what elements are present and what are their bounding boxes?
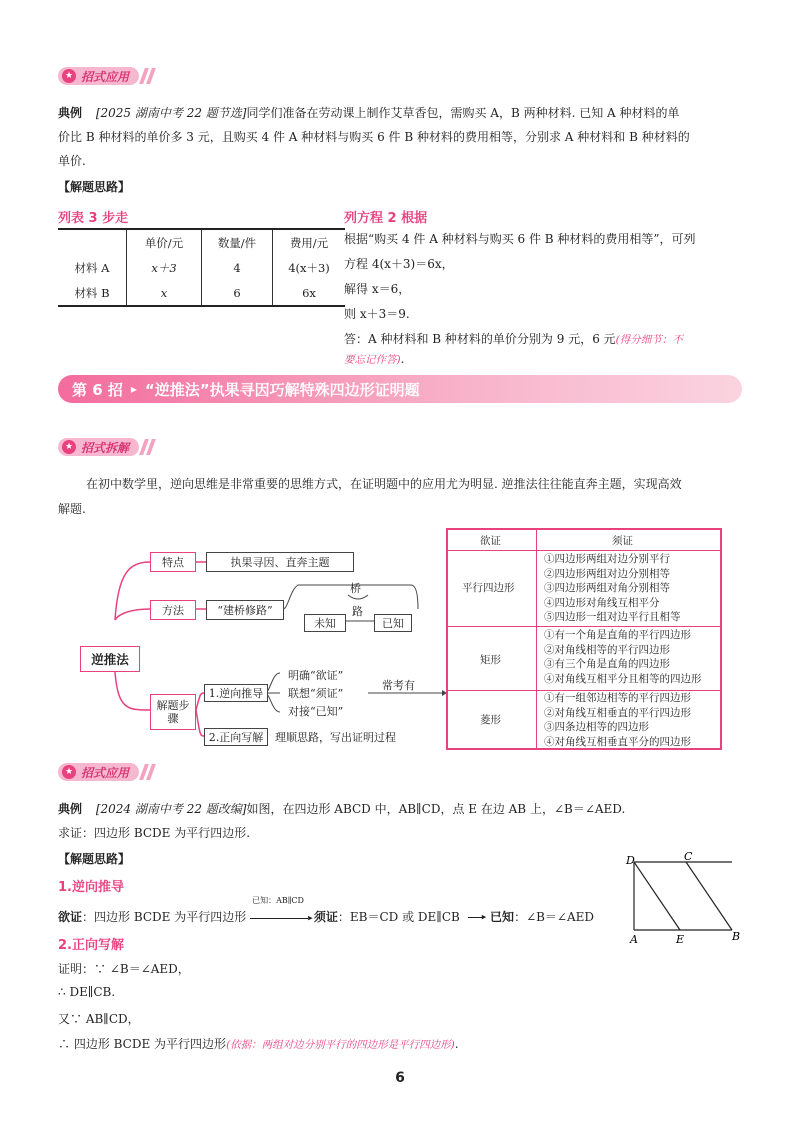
example-label: 典例 bbox=[58, 802, 83, 816]
bridge-label: 桥 bbox=[350, 582, 361, 595]
arrow-line bbox=[468, 917, 482, 918]
step2-title: 2.正向写解 bbox=[58, 938, 124, 953]
solution-line: 方程 4(x＋3)＝6x， bbox=[344, 257, 454, 271]
section-pill-application-1 bbox=[58, 66, 153, 86]
pill-label: 招式拆解 bbox=[81, 440, 130, 455]
step1-node: 1.逆向推导 bbox=[204, 684, 268, 702]
proof-line: 又∵ AB∥CD， bbox=[58, 1012, 140, 1026]
xuzheng-label: 须证 bbox=[313, 910, 338, 924]
ref-header: 欲证 bbox=[480, 535, 501, 547]
star-icon: ★ bbox=[62, 440, 76, 454]
page-number: 6 bbox=[395, 1070, 405, 1086]
proof-note: (依据：两组对边分别平行的四边形是平行四边形) bbox=[226, 1039, 455, 1051]
thinking-label: 【解题思路】 bbox=[58, 852, 131, 866]
known-arrow bbox=[250, 895, 313, 925]
prove-text: 求证：四边形 BCDE 为平行四边形. bbox=[58, 826, 251, 840]
mindmap-feature-node: 特点 bbox=[150, 552, 196, 572]
intro-text: 解题. bbox=[58, 502, 86, 516]
table-cell: 材料 A bbox=[58, 255, 127, 280]
step2-title: 列方程 2 根据 bbox=[344, 211, 428, 226]
solution-note-line bbox=[344, 352, 404, 367]
unknown-node: 未知 bbox=[304, 614, 346, 632]
punctuation: . bbox=[400, 352, 405, 366]
example-source: [2025 湖南中考 22 题节选] bbox=[95, 106, 247, 120]
ref-item: ⑤四边形一组对边平行且相等 bbox=[544, 611, 681, 623]
ref-item: ①四边形两组对边分别平行 bbox=[544, 553, 670, 565]
table-cell: 材料 B bbox=[58, 280, 127, 305]
yizhi-label: 已知 bbox=[490, 910, 515, 924]
banner-title: “逆推法”执果寻因巧解特殊四边形证明题 bbox=[144, 380, 420, 399]
ref-shape: 菱形 bbox=[480, 714, 501, 726]
table-cell: 单价/元 bbox=[127, 230, 202, 255]
ref-items bbox=[544, 691, 691, 749]
solution-line: 答：A 种材料和 B 种材料的单价分别为 9 元，6 元 bbox=[344, 332, 616, 346]
section-pill-application-2 bbox=[58, 762, 153, 782]
table-cell: 4(x＋3) bbox=[273, 255, 346, 280]
example-text: 单价. bbox=[58, 154, 86, 168]
table-cell: 费用/元 bbox=[273, 230, 346, 255]
table-cell: x bbox=[127, 280, 202, 305]
ref-item: ①有一组邻边相等的平行四边形 bbox=[544, 692, 691, 704]
solution-answer-line bbox=[344, 330, 683, 347]
star-icon: ★ bbox=[62, 765, 76, 779]
proof-line: 证明：∵ ∠B＝∠AED， bbox=[58, 962, 190, 976]
geometry-figure bbox=[620, 848, 750, 948]
ref-item: ③有三个角是直角的四边形 bbox=[544, 658, 670, 670]
pill-label: 招式应用 bbox=[81, 69, 130, 84]
section-pill-breakdown bbox=[58, 437, 153, 457]
table-cell: 6 bbox=[202, 280, 273, 305]
step1-item: 联想“须证” bbox=[288, 687, 344, 700]
mindmap-feature-desc: 执果寻因、直奔主题 bbox=[206, 552, 354, 572]
ref-item: ③四边形两组对角分别相等 bbox=[544, 582, 670, 594]
step1-item: 对接“已知” bbox=[288, 705, 344, 718]
yuzheng-label: 欲证 bbox=[58, 910, 83, 924]
ref-item: ④对角线互相垂直平分的四边形 bbox=[544, 735, 691, 748]
star-icon: ★ bbox=[62, 69, 76, 83]
ref-header: 须证 bbox=[612, 535, 633, 547]
mindmap-steps-node: 解题步骤 bbox=[150, 694, 196, 730]
label-e: E bbox=[676, 933, 685, 946]
segment-cb bbox=[686, 862, 732, 930]
ref-item: ②对角线互相垂直的平行四边形 bbox=[544, 706, 691, 719]
table-cell: 4 bbox=[202, 255, 273, 280]
proof-last-line bbox=[58, 1035, 459, 1052]
example-line-1 bbox=[58, 104, 680, 121]
proof-line: ∴ DE∥CB. bbox=[58, 985, 116, 999]
reverse-deduction-line bbox=[58, 895, 595, 925]
arrow-right-icon: ▸ bbox=[481, 912, 487, 923]
common-label: 常考有 bbox=[382, 679, 415, 692]
ref-item: ①有一个角是直角的平行四边形 bbox=[544, 629, 691, 641]
table-cell: 6x bbox=[273, 280, 346, 305]
step1-title: 1.逆向推导 bbox=[58, 880, 124, 895]
score-note: 要忘记作答) bbox=[344, 354, 401, 366]
segment-de bbox=[634, 862, 680, 930]
ref-item: ④对角线互相平分且相等的四边形 bbox=[544, 672, 702, 685]
thinking-label: 【解题思路】 bbox=[58, 180, 131, 194]
label-b: B bbox=[732, 930, 741, 943]
mindmap-method-desc: “建桥修路” bbox=[206, 600, 284, 620]
step2-node: 2.正向写解 bbox=[204, 728, 268, 746]
arrow-icon: ▸ bbox=[130, 382, 137, 396]
reference-table bbox=[446, 528, 722, 750]
punctuation: . bbox=[454, 1037, 459, 1051]
ref-shape: 平行四边形 bbox=[462, 582, 515, 594]
step2-desc: 理顺思路，写出证明过程 bbox=[275, 731, 396, 744]
arrow-label: 已知：AB∥CD bbox=[252, 895, 304, 905]
known-node: 已知 bbox=[374, 614, 412, 632]
example-text: 价比 B 种材料的单价多 3 元，且购买 4 件 A 种材料与购买 6 件 B 种材料的费用相等，分别求 A 种材料和 B 种材料的 bbox=[58, 130, 690, 144]
table-cell bbox=[58, 230, 127, 255]
chapter-banner bbox=[58, 375, 742, 403]
arrow-right-icon: ▸ bbox=[308, 913, 313, 923]
ref-shape: 矩形 bbox=[480, 654, 501, 666]
example-label: 典例 bbox=[58, 106, 83, 120]
ref-item: ④四边形对角线互相平分 bbox=[544, 596, 660, 609]
table-cell: x＋3 bbox=[127, 255, 202, 280]
banner-move: 第 6 招 bbox=[72, 380, 123, 399]
ref-item: ③四条边相等的四边形 bbox=[544, 721, 649, 733]
table-cell: 数量/件 bbox=[202, 230, 273, 255]
road-label: 路 bbox=[352, 605, 363, 618]
example-text: 同学们准备在劳动课上制作艾草香包，需购买 A，B 两种材料. 已知 A 种材料的单 bbox=[246, 106, 680, 120]
mindmap-method-node: 方法 bbox=[150, 600, 196, 620]
intro-text: 在初中数学里，逆向思维是非常重要的思维方式，在证明题中的应用尤为明显. 逆推法往往能直奔主题，实现高效 bbox=[86, 477, 682, 491]
mindmap-center-node: 逆推法 bbox=[80, 646, 140, 672]
step1-title: 列表 3 步走 bbox=[58, 211, 129, 226]
example-line bbox=[58, 800, 625, 817]
label-c: C bbox=[684, 850, 693, 863]
ref-items bbox=[544, 552, 681, 625]
price-table bbox=[58, 228, 345, 307]
solution-line: 解得 x＝6， bbox=[344, 282, 411, 296]
example-text: 如图，在四边形 ABCD 中，AB∥CD，点 E 在边 AB 上，∠B＝∠AED. bbox=[246, 802, 626, 816]
label-d: D bbox=[626, 854, 635, 867]
label-a: A bbox=[630, 933, 638, 946]
score-note: (得分细节：不 bbox=[615, 334, 683, 346]
ref-items bbox=[544, 628, 702, 686]
step1-item: 明确“欲证” bbox=[288, 669, 344, 682]
ref-item: ②对角线相等的平行四边形 bbox=[544, 643, 670, 656]
ref-divider bbox=[448, 626, 720, 627]
pill-label: 招式应用 bbox=[81, 765, 130, 780]
xuzheng-text: ：EB＝CD 或 DE∥CB bbox=[337, 910, 460, 924]
ref-item: ②四边形两组对边分别相等 bbox=[544, 567, 670, 580]
proof-line: ∴ 四边形 BCDE 为平行四边形 bbox=[58, 1037, 227, 1051]
ref-divider bbox=[536, 530, 537, 748]
solution-line: 则 x＋3＝9. bbox=[344, 307, 410, 321]
solution-line: 根据“购买 4 件 A 种材料与购买 6 件 B 种材料的费用相等”，可列 bbox=[344, 232, 696, 246]
example-source: [2024 湖南中考 22 题改编] bbox=[95, 802, 247, 816]
yizhi-text: ：∠B＝∠AED bbox=[514, 910, 595, 924]
yuzheng-text: ：四边形 BCDE 为平行四边形 bbox=[82, 910, 247, 924]
